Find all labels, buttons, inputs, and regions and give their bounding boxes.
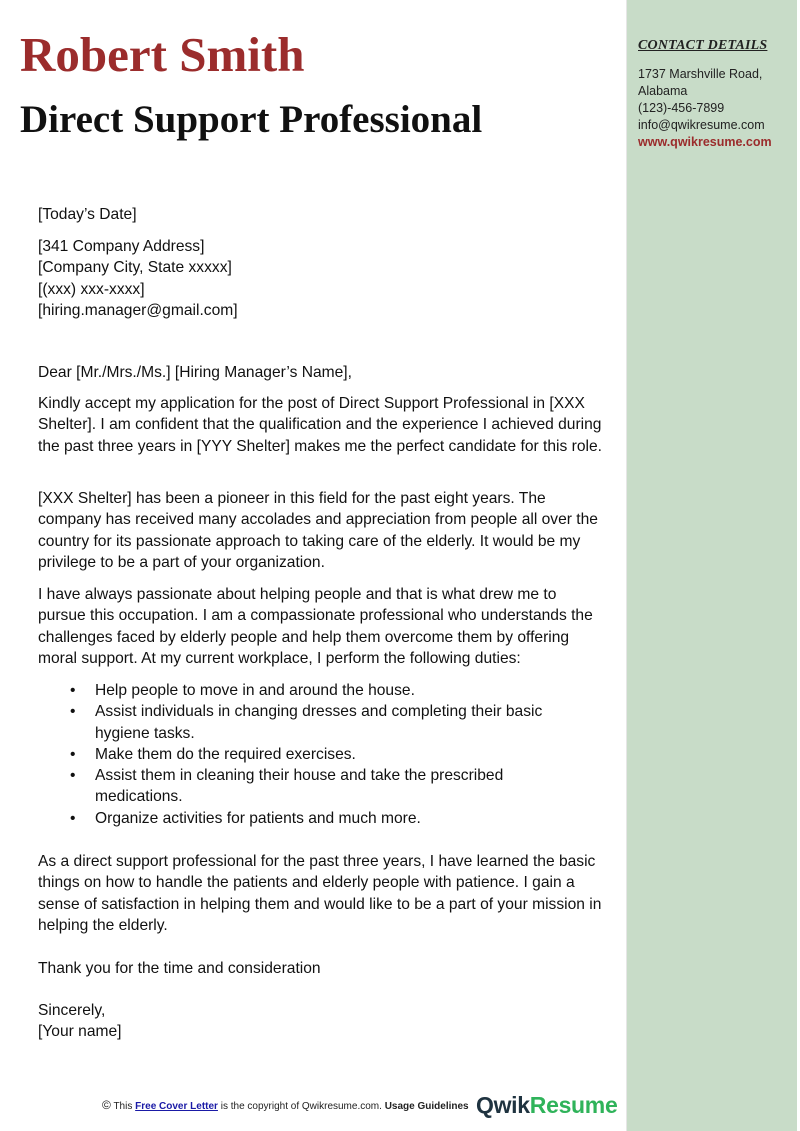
paragraph-2: [XXX Shelter] has been a pioneer in this field for the past eight years. The company has received many accolades and appreciation from people all over the country for its passionate approach to taking care of the elderly. It would be my privilege to be a part of your organization.	[38, 490, 598, 571]
signature: [Your name]	[38, 1023, 122, 1041]
signoff: Sincerely,	[38, 1002, 106, 1019]
logo-part-qwik: Qwik	[476, 1092, 530, 1118]
recipient-phone: [(xxx) xxx-xxxx]	[38, 280, 145, 298]
recipient-block	[38, 236, 608, 321]
list-item: • Help people to move in and around the house.	[38, 680, 568, 701]
contact-sidebar	[626, 0, 797, 1131]
thanks-line: Thank you for the time and consideration	[38, 960, 321, 977]
contact-details	[638, 66, 772, 151]
job-title: Direct Support Professional	[20, 98, 483, 141]
paragraph-3: I have always passionate about helping people and that is what drew me to pursue this occupation. I am a compassionate professional who understands the challenges faced by elderly people and help them overcome them by offering moral support. At my current workplace, I perform the following duties:	[38, 586, 593, 667]
copyright-icon: ©	[102, 1098, 111, 1112]
contact-email[interactable]: info@qwikresume.com	[638, 118, 765, 132]
recipient-city: [Company City, State xxxxx]	[38, 259, 232, 277]
contact-website[interactable]: www.qwikresume.com	[638, 135, 772, 149]
list-item: • Organize activities for patients and much more.	[38, 808, 568, 829]
paragraph-1: Kindly accept my application for the post of Direct Support Professional in [XXX Shelter]. I am confident that the qualification and the experience I achieved during the past three years in [YYY Shelter] makes me the perfect candidate for this role.	[38, 395, 602, 455]
list-item: • Assist them in cleaning their house and take the prescribed medications.	[38, 765, 568, 808]
logo-part-resume: Resume	[529, 1092, 618, 1118]
list-item: • Assist individuals in changing dresses and completing their basic hygiene tasks.	[38, 701, 568, 744]
contact-address-line2: Alabama	[638, 84, 688, 98]
duties-list	[38, 680, 568, 829]
list-item: • Make them do the required exercises.	[38, 744, 568, 765]
footer-prefix: This	[113, 1101, 133, 1112]
copyright-footer	[102, 1098, 469, 1112]
letter-date: [Today’s Date]	[38, 206, 137, 223]
free-cover-letter-link[interactable]: Free Cover Letter	[135, 1101, 218, 1112]
qwikresume-logo[interactable]	[476, 1092, 617, 1119]
recipient-address: [341 Company Address]	[38, 238, 205, 255]
contact-heading: CONTACT DETAILS	[638, 38, 768, 53]
salutation: Dear [Mr./Mrs./Ms.] [Hiring Manager’s Name],	[38, 364, 352, 381]
contact-address-line1: 1737 Marshville Road,	[638, 67, 763, 81]
usage-guidelines-link[interactable]: Usage Guidelines	[384, 1101, 469, 1112]
signoff-block	[38, 1000, 608, 1043]
closing-paragraph: As a direct support professional for the past three years, I have learned the basic things on how to handle the patients and elderly people with patience. I gain a sense of satisfaction in helping them and would like to be a part of your mission in helping the elderly.	[38, 853, 602, 934]
recipient-email: [hiring.manager@gmail.com]	[38, 301, 238, 319]
contact-phone: (123)-456-7899	[638, 101, 725, 115]
applicant-name: Robert Smith	[20, 27, 305, 82]
footer-middle: is the copyright of Qwikresume.com.	[220, 1101, 382, 1112]
